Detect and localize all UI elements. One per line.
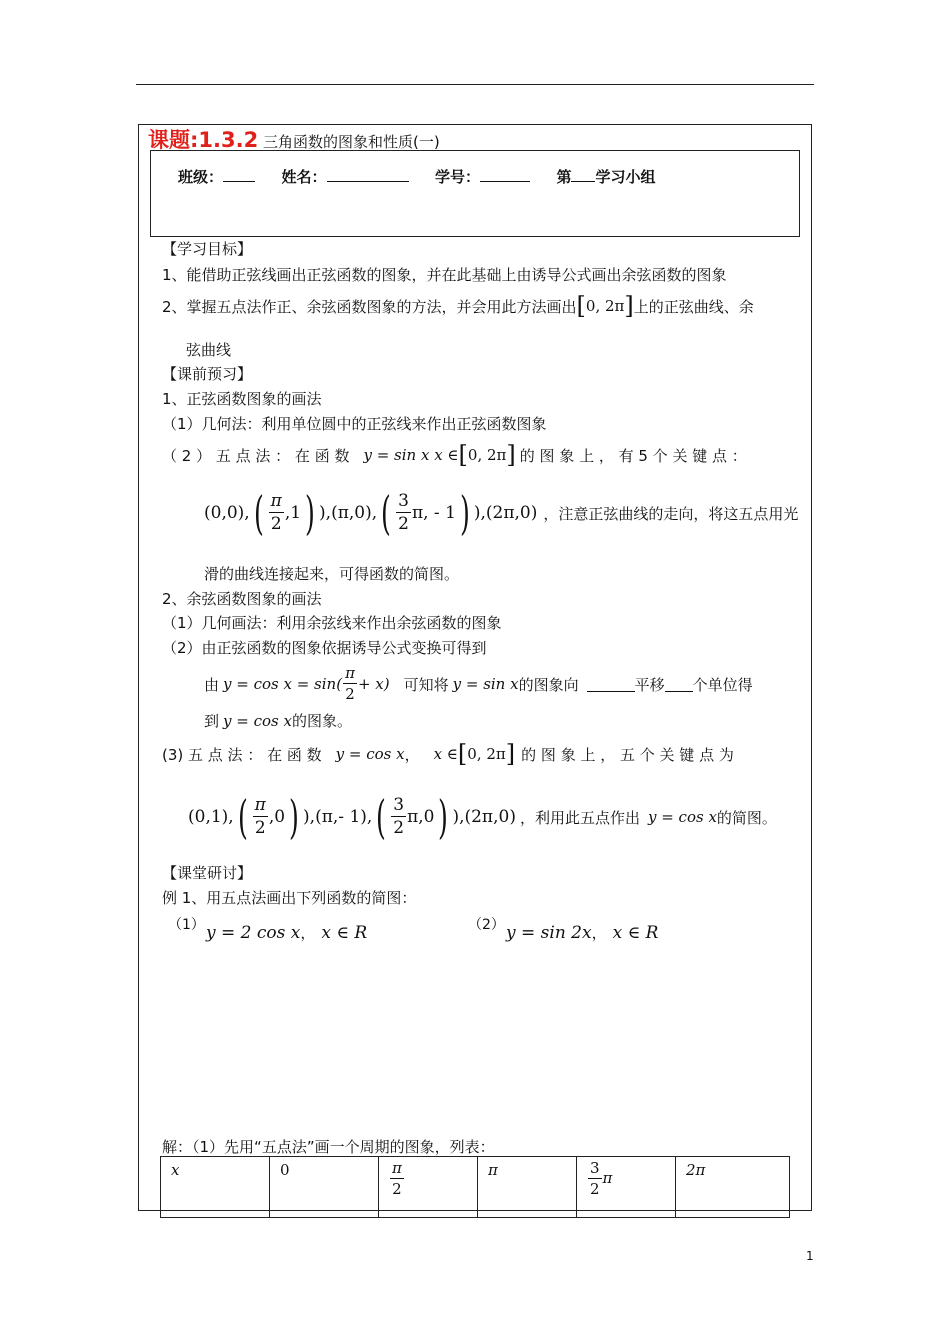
interval-open-bracket: [ [457,740,468,768]
goal-item-2-text-b: 上的正弦曲线、余 [633,297,754,316]
page-number: 1 [806,1249,814,1263]
denominator: 2 [393,818,405,838]
question-2-function: y = sin 2x [506,922,592,943]
numerator: π [345,664,355,682]
title-number: 1.3.2 [198,128,259,152]
table-cell-2pi [676,1157,790,1218]
solution-text: 解：（1）先用“五点法”画一个周期的图象，列表： [162,1138,495,1156]
preview-heading: 【课前预习】 [162,365,253,383]
sine-point-2: ,1 [284,503,302,523]
paren-close: ) [438,790,449,844]
cosine-transform-line [204,666,753,702]
cosine-point-2-y: ,0 [268,807,286,827]
header-rule [136,84,814,85]
question-1 [206,922,367,943]
cosine-interval: 0, 2π [467,745,506,763]
pi-symbol: π [602,1169,613,1187]
sine-section-title: 1、正弦函数图象的画法 [162,390,322,408]
paren-close: ) [289,790,300,844]
fraction-pi-over-2 [269,493,284,533]
id-label: 学号： [434,168,480,186]
student-info-box [150,150,800,237]
cosine-points-note: ，利用此五点作出 [519,808,640,827]
cell-text: 0 [280,1161,290,1179]
interval-close-bracket: ] [506,441,516,469]
question-2 [506,922,658,943]
name-field[interactable] [327,167,409,182]
interval-close-bracket: ] [505,740,516,768]
paren-close: ) [305,486,316,540]
goals-heading: 【学习目标】 [162,240,253,258]
interval-open-bracket: [ [576,292,586,320]
sine-five-point-text-b: 的 图 象 上 ， 有 5 个 关 键 点 ： [519,446,747,465]
name-label: 姓名： [281,168,327,186]
comma: ， [591,924,607,942]
question-2-label: （2） [468,917,505,933]
cell-text: π [488,1161,498,1179]
text-graph: 的图象。 [291,712,352,730]
sine-point-2-y: 1 [290,503,302,523]
cosine-five-point-text-b: 的 图 象 上 ， 五 个 关 键 点 为 [521,745,734,764]
goal-item-1: 1、能借助正弦线画出正弦函数的图象，并在此基础上由诱导公式画出余弦函数的图象 [162,266,727,284]
goal-item-2 [162,292,754,320]
fraction-3-over-2 [588,1161,602,1197]
goal-item-2-text: 2、掌握五点法作正、余弦函数图象的方法，并会用此方法画出 [162,297,577,316]
cosine-function-ref: y = cos x [647,808,717,826]
fraction-pi-over-2 [253,797,268,837]
class-field[interactable] [223,167,255,182]
sine-point-5: ),(2π,0) [473,503,538,523]
paren-open: ( [237,790,248,844]
paren-close: ) [459,486,470,540]
cosine-transform-method: （2）由正弦函数的图象依据诱导公式变换可得到 [162,639,487,657]
sine-point-3: ),(π,0), [319,503,378,523]
cosine-function-ref: y = cos x [223,712,292,730]
sine-geometric-method: （1）几何法：利用单位圆中的正弦线来作出正弦函数图象 [162,415,547,433]
fraction-pi-over-2 [343,666,357,702]
sine-points-note-cont: 滑的曲线连接起来，可得函数的简图。 [204,565,460,583]
sine-function-ref: y = sin x [452,675,519,693]
text-graph-toward: 的图象向 [518,675,579,694]
text-translate: 平移 [634,675,665,694]
fraction-pi-over-2 [390,1161,404,1197]
question-1-label: （1） [168,917,205,933]
table-row [161,1157,790,1218]
text-units: 个单位得 [692,675,753,694]
x-in: x ∈ [433,745,458,763]
sine-function: y = sin x x ∈ [363,446,459,464]
denominator: 2 [345,685,355,703]
cosine-transform-cont [204,710,352,731]
group-prefix: 第 [556,168,572,186]
example-1: 例 1、用五点法画出下列函数的简图： [162,889,417,907]
denominator: 2 [392,1180,402,1198]
group-suffix: 学习小组 [595,168,656,186]
paren-open: ( [376,790,387,844]
cell-text: x [171,1161,180,1179]
lesson-title [148,124,440,154]
sine-five-point-line [162,441,747,469]
class-label: 班级： [178,168,224,186]
cosine-identity: y = cos x = sin( [223,675,343,693]
cosine-section-title: 2、余弦函数图象的画法 [162,590,322,608]
table-cell-x [161,1157,270,1218]
cosine-point-4: π,0 [407,807,435,827]
numerator: 3 [590,1159,600,1177]
cosine-point-1: (0,1), [188,807,234,827]
sine-five-point-text: （ 2 ） 五 点 法 ： 在 函 数 [162,446,350,465]
group-field[interactable] [571,167,595,182]
question-1-domain: x ∈ R [321,922,368,943]
cell-text: 2π [686,1161,706,1179]
goal-interval: 0, 2π [585,297,625,315]
paren-open: ( [253,486,264,540]
title-text: 三角函数的图象和性质(一) [262,133,440,151]
text-kezhi: 可知将 [403,675,449,694]
cosine-geometric-method: （1）几何画法：利用余弦线来作出余弦函数的图象 [162,614,502,632]
cosine-points-note-end: 的简图。 [716,808,777,827]
numerator: π [270,491,282,511]
cosine-function: y = cos x [335,745,405,763]
text-you: 由 [204,675,220,694]
sine-points-note: ，注意正弦曲线的走向，将这五点用光 [543,504,799,523]
table-cell-3pi-half [577,1157,676,1218]
cosine-five-point-line [162,740,734,768]
fraction-3-over-2 [391,797,406,837]
cosine-identity-end: + x) [357,675,390,693]
cosine-point-5: ),(2π,0) [452,807,516,827]
table-cell-pi-half [379,1157,478,1218]
table-cell-0 [270,1157,379,1218]
table-cell-pi [478,1157,577,1218]
comma: ， [404,745,420,764]
student-info-line [178,166,655,187]
paren-open: ( [381,486,392,540]
numerator: π [392,1159,402,1177]
cosine-point-3: ),(π,- 1), [303,807,373,827]
comma: ， [300,924,316,942]
classroom-heading: 【课堂研讨】 [162,864,253,882]
denominator: 2 [398,514,409,534]
sine-key-points [204,486,799,540]
title-label: 课题: [148,128,199,152]
cosine-five-point-text: (3) 五 点 法 ： 在 函 数 [162,745,322,764]
fraction-3-over-2 [396,493,411,533]
question-2-domain: x ∈ R [612,922,659,943]
goal-item-2-cont: 弦曲线 [186,341,232,359]
question-1-function: y = 2 cos x [206,922,301,943]
numerator: 3 [398,491,409,511]
id-field[interactable] [480,167,530,182]
sine-point-1: (0,0), [204,503,250,523]
cosine-key-points [188,790,777,844]
denominator: 2 [254,818,266,838]
value-table [160,1156,790,1218]
sine-interval: 0, 2π [467,446,507,464]
denominator: 2 [270,514,282,534]
denominator: 2 [590,1180,600,1198]
numerator: π [254,795,266,815]
shift-direction-blank[interactable] [587,677,635,692]
text-dao: 到 [204,712,220,730]
interval-open-bracket: [ [458,441,468,469]
shift-amount-blank[interactable] [665,677,693,692]
interval-close-bracket: ] [624,292,634,320]
sine-point-4: π, - 1 [411,503,456,523]
numerator: 3 [393,795,405,815]
